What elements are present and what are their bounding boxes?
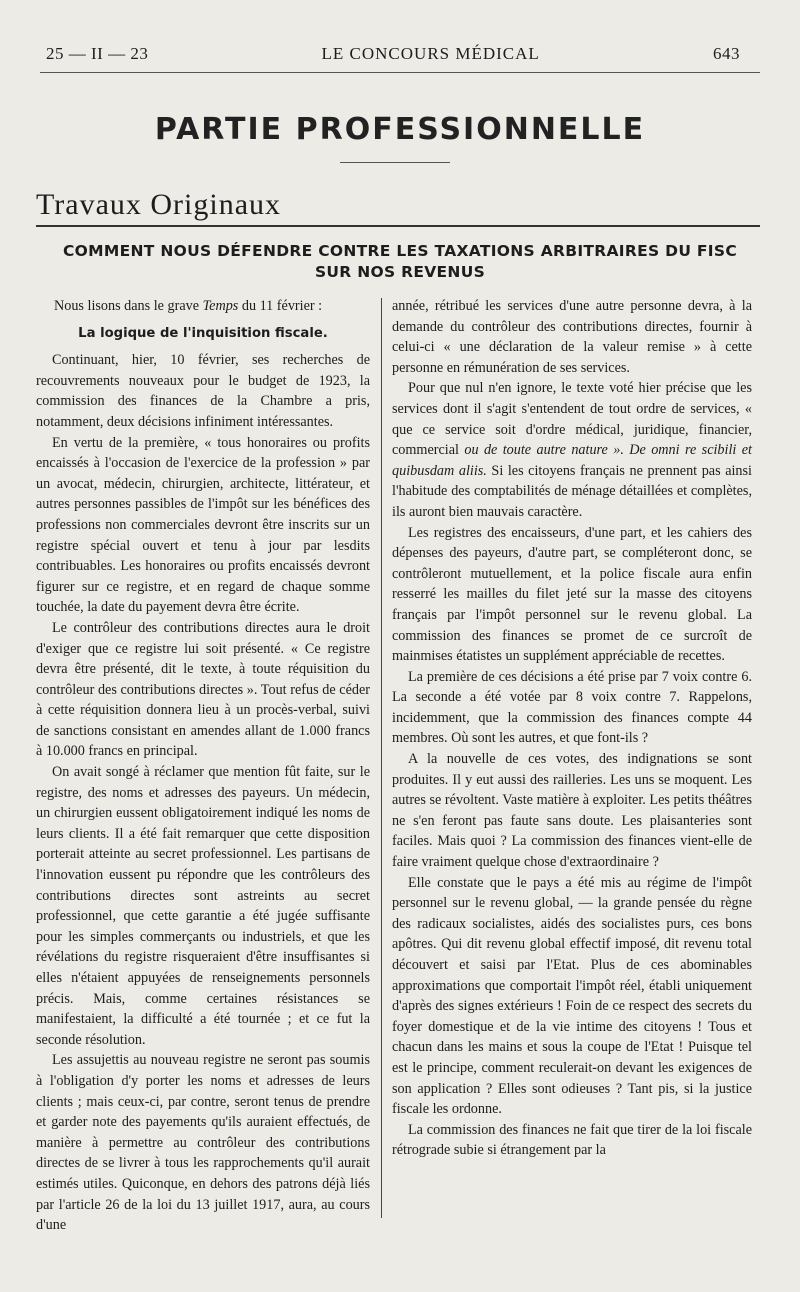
journal-title: LE CONCOURS MÉDICAL (321, 44, 540, 63)
intro-journal-name: Temps (202, 298, 239, 314)
running-head (46, 44, 740, 68)
header-rule (40, 72, 760, 73)
rubric-title: Travaux Originaux (36, 188, 282, 221)
intro-paragraph (36, 296, 370, 317)
paragraph: La première de ces décisions a été prise par 7 voix contre 6. La seconde a été votée par 8 voix contre 7. Rappelons, incidemment, que la commission des finances compte 44 membres. Où sont les autres, et que font-ils ? (392, 668, 752, 747)
subheading: La logique de l'inquisition fiscale. (78, 325, 328, 341)
intro-text: Nous lisons dans le grave (54, 298, 203, 314)
page-number: 643 (713, 44, 740, 63)
paragraph: On avait songé à réclamer que mention fût faite, sur le registre, des noms et adresses des payeurs. Un médecin, un chirurgien eussent obligatoirement indiqué les noms de leurs clients. Il a été fait remarquer que cette disposition porterait atteinte au secret professionnel. Les partisans de l'innovation eussent pu répondre que les contrôleurs des contributions directes sont astreints au secret professionnel, que cette garantie a été jugée suffisante pour les simples commerçants ou industriels, et que les révélations du registre risqueraient d'être insuffisantes si elles n'étaient appuyées de renseignements personnels précis. Mais, comme certaines résistances se manifestaient, la difficulté a été tournée ; et ce fut la seconde résolution. (36, 764, 370, 1048)
paragraph-text: Pour que nul n'en ignore, le texte voté hier précise que les services dont il s'agit s'entendent de tout ordre de services, « que ce service soit d'ordre médical, juridique, financier, commercial (392, 380, 752, 459)
section-rule (340, 162, 450, 163)
rubric-rule (36, 225, 760, 227)
paragraph: Elle constate que le pays a été mis au régime de l'impôt personnel sur le revenu global, — la grande pensée du règne des radicaux socialistes, aidés des socialistes purs, ces bons apôtres. Qui dit revenu global effectif imposé, dit revenu total découvert et saisi par l'Etat. Plus de ces abominables approximations que comportait l'impôt réel, établi uniquement d'après des signes extérieurs ! Foin de ce respect des secrets du foyer domestique et de la vie intime des citoyens ! Tous et chacun dans les mains et sous la coupe de l'Etat ! Puisque tel est le principe, comment reculerait-on devant les exigences de son application ? Elles sont odieuses ? Tant pis, si la justice fiscale les ordonne. (392, 874, 752, 1118)
article-title (40, 241, 760, 283)
left-column (36, 296, 370, 1236)
paragraph-with-quote (392, 378, 752, 522)
article-title-line-1: COMMENT NOUS DÉFENDRE CONTRE LES TAXATIONS ARBITRAIRES DU FISC (62, 242, 738, 260)
section-heading: PARTIE PROFESSIONNELLE (154, 112, 646, 147)
paragraph: Les registres des encaisseurs, d'une part, et les cahiers des dépenses des payeurs, d'autre part, se compléteront donc, se contrôleront mutuellement, et la police fiscale aura enfin resserré les mailles du filet jeté sur la masse des citoyens français par l'impôt personnel sur le revenu global. La commission des finances se promet de ce surcroît de mainmises étatistes un supplément appréciable de recettes. (392, 524, 752, 665)
paragraph-text-end: Si les citoyens français ne prennent pas ainsi l'habitude des comptabilités de ménage détaillées et complètes, ils auront bien mauvais caractère. (392, 462, 752, 520)
intro-text-end: du 11 février : (238, 298, 323, 314)
issue-date: 25 — II — 23 (46, 44, 149, 63)
paragraph: Les assujettis au nouveau registre ne seront pas soumis à l'obligation d'y porter les noms et adresses de leurs clients ; mais ceux-ci, par contre, seront tenus de prendre et garder note des payements qu'ils auraient effectués, de manière à permettre au contrôleur des contributions directes de se livrer à tous les rapprochements qu'il aurait estimés utiles. Quiconque, en dehors des patrons déjà liés par l'article 26 de la loi du 13 juillet 1917, aura, au cours d'une (36, 1052, 370, 1234)
paragraph: Continuant, hier, 10 février, ses recherches de recouvrements nouveaux pour le budget de 1923, la commission des finances de la Chambre a pris, notamment, deux décisions infiniment intéressantes. (36, 352, 370, 430)
paragraph: En vertu de la première, « tous honoraires ou profits encaissés à l'occasion de l'exercice de la profession » par un avocat, médecin, chirurgien, architecte, littérateur, et autres personnes passibles de l'impôt sur les bénéfices des professions non commerciales devront être inscrits sur un registre spécial ouvert et tenu à jour par lesdits contribuables. Les honoraires ou profits encaissés devront figurer sur ce registre, et en regard de chaque somme touchée, la date du payement devra être écrite. (36, 434, 370, 616)
right-column (392, 296, 752, 1161)
paragraph: La commission des finances ne fait que tirer de la loi fiscale rétrograde subie si étrangement par la (392, 1121, 752, 1159)
latin-quote: ou de toute autre nature ». De omni re scibili et quibusdam aliis. (392, 442, 752, 479)
paragraph: A la nouvelle de ces votes, des indignations se sont produites. Il y eut aussi des railleries. Les uns se moquent. Les autres se révoltent. Vaste matière à exploiter. Les petits théâtres ne s'en feront pas faute sans doute. Les plaisanteries sont faciles. Mais quoi ? La commission des finances vient-elle de faire vraiment quelque chose d'extraordinaire ? (392, 751, 752, 871)
paragraph: Le contrôleur des contributions directes aura le droit d'exiger que ce registre lui soit présenté. « Ce registre devra être présenté, dit le texte, à toute réquisition du contrôleur des contributions directes ». Tout refus de céder à cette réquisition donnera lieu à un procès-verbal, suivi de sanctions consistant en amendes allant de 1.000 francs à 10.000 francs en principal. (36, 619, 370, 760)
column-divider (381, 298, 382, 1218)
article-title-line-2: SUR NOS REVENUS (314, 263, 486, 281)
paragraph: année, rétribué les services d'une autre personne devra, à la demande du contrôleur des contributions directes, fournir à celui-ci « une déclaration de la valeur remise » à cette personne en rémunération de ses services. (392, 298, 752, 376)
